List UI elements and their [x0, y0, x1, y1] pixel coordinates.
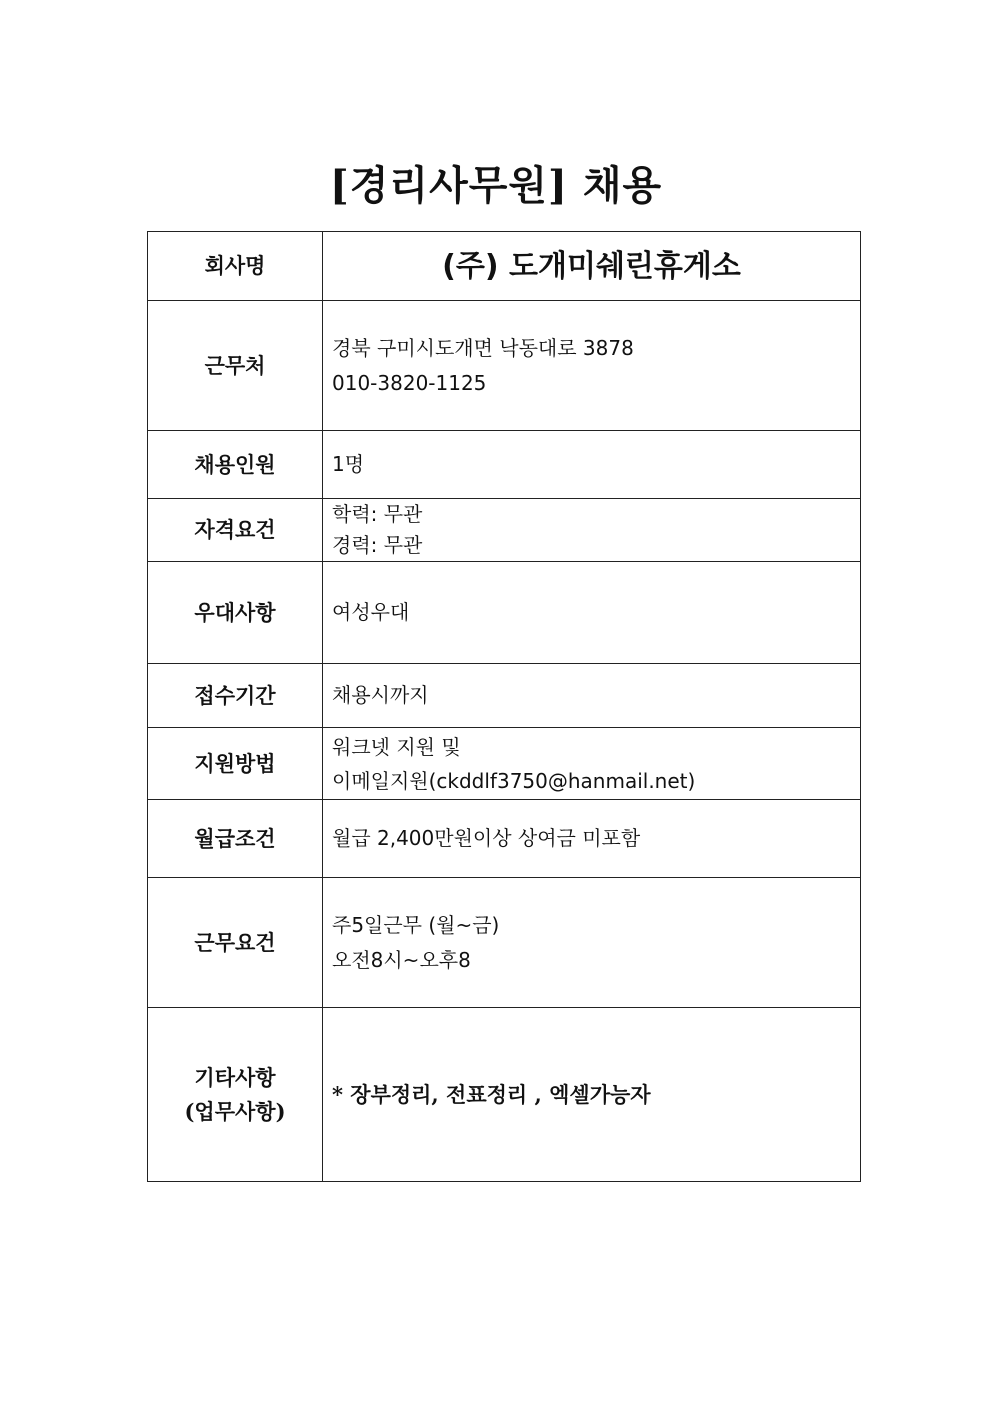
label-company: 회사명: [148, 232, 323, 301]
table-row-headcount: [148, 431, 861, 499]
value-headcount: [323, 431, 861, 499]
value-other-notes: [323, 1008, 861, 1182]
workplace-phone: 010-3820-1125: [332, 370, 487, 395]
label-preferences: 우대사항: [148, 562, 323, 664]
label-headcount: 채용인원: [148, 431, 323, 499]
value-salary: [323, 800, 861, 878]
qualification-experience: 경력: 무관: [332, 533, 423, 557]
salary-text: 월급 2,400만원이상 상여금 미포함: [332, 826, 641, 850]
table-row-other-notes: [148, 1008, 861, 1182]
table-row-work-conditions: [148, 878, 861, 1008]
table-row-company: [148, 232, 861, 301]
table-row-salary: [148, 800, 861, 878]
headcount-text: 1명: [332, 452, 365, 476]
preferences-text: 여성우대: [332, 600, 410, 624]
value-work-conditions: [323, 878, 861, 1008]
label-salary: 월급조건: [148, 800, 323, 878]
table-row-preferences: [148, 562, 861, 664]
application-method-email: 이메일지원(ckddlf3750@hanmail.net): [332, 768, 696, 793]
value-workplace: [323, 301, 861, 431]
table-row-application-period: [148, 664, 861, 728]
qualification-education: 학력: 무관: [332, 502, 423, 526]
label-qualifications: 자격요건: [148, 499, 323, 562]
label-application-method: 지원방법: [148, 728, 323, 800]
table-row-qualifications: [148, 499, 861, 562]
workplace-address: 경북 구미시도개면 낙동대로 3878: [332, 335, 634, 360]
label-application-period: 접수기간: [148, 664, 323, 728]
label-workplace: 근무처: [148, 301, 323, 431]
value-preferences: [323, 562, 861, 664]
label-other-notes-line-1: 기타사항: [194, 1064, 276, 1090]
value-application-method: [323, 728, 861, 800]
label-other-notes: [148, 1008, 323, 1182]
label-other-notes-line-2: (업무사항): [184, 1098, 286, 1124]
application-method-worknet: 워크넷 지원 및: [332, 734, 461, 759]
application-period-text: 채용시까지: [332, 683, 429, 707]
work-days: 주5일근무 (월~금): [332, 912, 500, 937]
label-work-conditions: 근무요건: [148, 878, 323, 1008]
page-title: [경리사무원] 채용: [329, 162, 663, 209]
company-name: (주) 도개미쉐린휴게소: [442, 248, 741, 284]
duties-text: * 장부정리, 전표정리 , 엑셀가능자: [332, 1082, 651, 1107]
value-application-period: [323, 664, 861, 728]
table-row-workplace: [148, 301, 861, 431]
value-company: [323, 232, 861, 301]
value-qualifications: [323, 499, 861, 562]
table-row-application-method: [148, 728, 861, 800]
job-posting-table: [147, 231, 861, 1182]
work-hours: 오전8시~오후8: [332, 947, 471, 972]
